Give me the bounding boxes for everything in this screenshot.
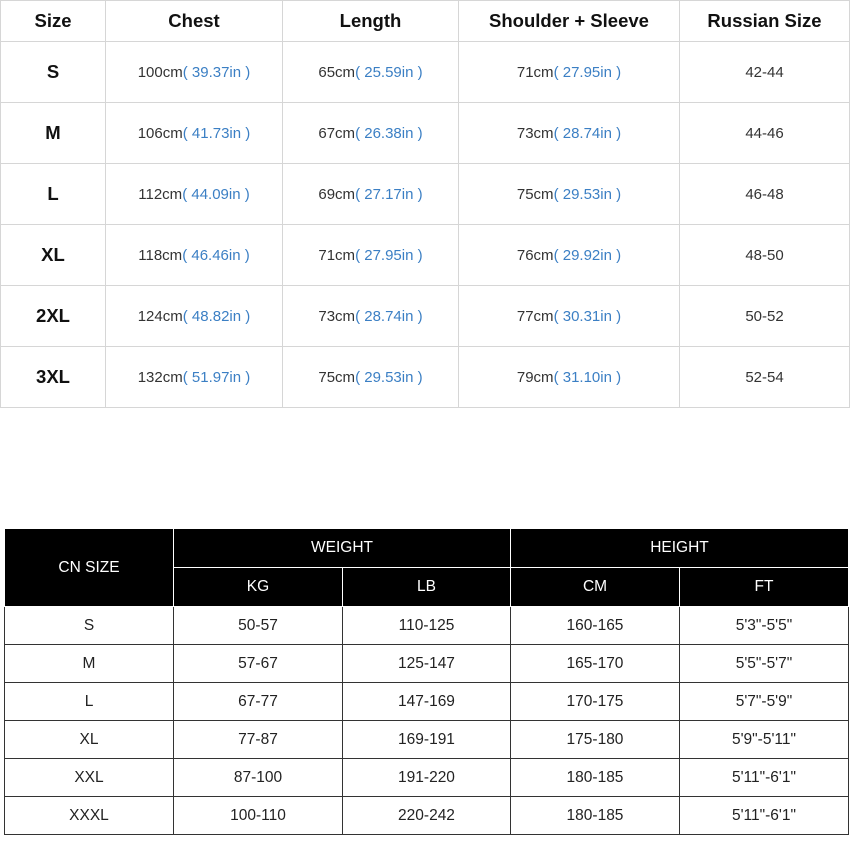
russian-size-value: 42-44 — [680, 42, 850, 103]
length-inch-value: ( 25.59in ) — [355, 63, 423, 81]
weight-lb-value: 169-191 — [343, 721, 511, 759]
weight-lb-value: 110-125 — [343, 607, 511, 645]
chest-cell — [106, 164, 283, 225]
header-russian-size: Russian Size — [680, 1, 850, 42]
header-lb: LB — [343, 568, 511, 607]
header-ft: FT — [680, 568, 849, 607]
chest-cm-value: 106cm — [137, 124, 183, 142]
weight-lb-value: 125-147 — [343, 645, 511, 683]
cn-size-value: XXL — [5, 759, 174, 797]
cn-table-group-header-row — [5, 529, 849, 568]
length-cell — [283, 286, 459, 347]
cn-size-value: L — [5, 683, 174, 721]
header-height: HEIGHT — [511, 529, 849, 568]
weight-lb-value: 220-242 — [343, 797, 511, 835]
chest-cell — [106, 225, 283, 286]
size-label: M — [1, 103, 106, 164]
russian-size-value: 52-54 — [680, 347, 850, 408]
chest-inch-value: ( 41.73in ) — [182, 124, 251, 142]
chest-cell — [106, 347, 283, 408]
sleeve-inch-value: ( 27.95in ) — [553, 63, 622, 81]
length-cell — [283, 347, 459, 408]
size-row — [1, 164, 850, 225]
sleeve-cell — [459, 286, 680, 347]
size-row — [1, 103, 850, 164]
length-cm-value: 69cm — [318, 185, 356, 203]
cn-size-value: XL — [5, 721, 174, 759]
weight-kg-value: 50-57 — [174, 607, 343, 645]
length-inch-value: ( 26.38in ) — [355, 124, 423, 142]
size-label: 2XL — [1, 286, 106, 347]
sleeve-inch-value: ( 31.10in ) — [553, 368, 622, 386]
size-label: XL — [1, 225, 106, 286]
chest-cm-value: 100cm — [137, 63, 183, 81]
sleeve-cm-value: 79cm — [516, 368, 554, 386]
cn-size-row — [5, 683, 849, 721]
sleeve-cell — [459, 225, 680, 286]
weight-kg-value: 100-110 — [174, 797, 343, 835]
header-length: Length — [283, 1, 459, 42]
height-ft-value: 5'11"-6'1" — [680, 797, 849, 835]
length-cell — [283, 42, 459, 103]
chest-inch-value: ( 48.82in ) — [182, 307, 251, 325]
cn-size-row — [5, 607, 849, 645]
chest-cm-value: 132cm — [137, 368, 183, 386]
sleeve-cell — [459, 42, 680, 103]
length-inch-value: ( 27.17in ) — [355, 185, 423, 203]
height-cm-value: 180-185 — [511, 759, 680, 797]
chest-cm-value: 118cm — [138, 246, 183, 264]
height-ft-value: 5'11"-6'1" — [680, 759, 849, 797]
cn-size-value: M — [5, 645, 174, 683]
height-ft-value: 5'5"-5'7" — [680, 645, 849, 683]
weight-lb-value: 147-169 — [343, 683, 511, 721]
header-kg: KG — [174, 568, 343, 607]
chest-cell — [106, 42, 283, 103]
header-cm: CM — [511, 568, 680, 607]
chest-cell — [106, 103, 283, 164]
cn-size-row — [5, 759, 849, 797]
chest-cm-value: 124cm — [137, 307, 183, 325]
russian-size-value: 44-46 — [680, 103, 850, 164]
sleeve-cell — [459, 347, 680, 408]
header-size: Size — [1, 1, 106, 42]
russian-size-value: 48-50 — [680, 225, 850, 286]
height-cm-value: 160-165 — [511, 607, 680, 645]
height-ft-value: 5'7"-5'9" — [680, 683, 849, 721]
height-ft-value: 5'9"-5'11" — [680, 721, 849, 759]
sleeve-cm-value: 73cm — [516, 124, 554, 142]
length-cell — [283, 164, 459, 225]
size-label: 3XL — [1, 347, 106, 408]
height-cm-value: 175-180 — [511, 721, 680, 759]
size-table-header-row — [1, 1, 850, 42]
length-cm-value: 71cm — [318, 246, 356, 264]
length-cm-value: 75cm — [318, 368, 356, 386]
size-label: S — [1, 42, 106, 103]
height-ft-value: 5'3"-5'5" — [680, 607, 849, 645]
sleeve-cm-value: 76cm — [516, 246, 554, 264]
length-cell — [283, 225, 459, 286]
russian-size-value: 46-48 — [680, 164, 850, 225]
weight-lb-value: 191-220 — [343, 759, 511, 797]
length-inch-value: ( 29.53in ) — [355, 368, 423, 386]
length-inch-value: ( 27.95in ) — [355, 246, 423, 264]
length-cm-value: 67cm — [318, 124, 356, 142]
height-cm-value: 170-175 — [511, 683, 680, 721]
chest-inch-value: ( 46.46in ) — [182, 246, 250, 264]
cn-size-row — [5, 645, 849, 683]
size-row — [1, 347, 850, 408]
size-row — [1, 286, 850, 347]
weight-kg-value: 57-67 — [174, 645, 343, 683]
sleeve-cm-value: 71cm — [516, 63, 554, 81]
length-inch-value: ( 28.74in ) — [355, 307, 423, 325]
header-weight: WEIGHT — [174, 529, 511, 568]
sleeve-inch-value: ( 28.74in ) — [553, 124, 622, 142]
header-chest: Chest — [106, 1, 283, 42]
length-cell — [283, 103, 459, 164]
cn-size-weight-height-table — [4, 528, 849, 835]
sleeve-inch-value: ( 30.31in ) — [553, 307, 622, 325]
russian-size-value: 50-52 — [680, 286, 850, 347]
chest-cell — [106, 286, 283, 347]
height-cm-value: 165-170 — [511, 645, 680, 683]
sleeve-cm-value: 75cm — [516, 185, 554, 203]
size-measurement-table — [0, 0, 850, 408]
chest-inch-value: ( 51.97in ) — [182, 368, 251, 386]
sleeve-cm-value: 77cm — [516, 307, 554, 325]
length-cm-value: 73cm — [318, 307, 356, 325]
cn-size-row — [5, 721, 849, 759]
sleeve-cell — [459, 103, 680, 164]
chest-inch-value: ( 44.09in ) — [182, 185, 250, 203]
size-label: L — [1, 164, 106, 225]
chest-cm-value: 112cm — [138, 185, 183, 203]
header-cn-size: CN SIZE — [5, 529, 174, 607]
header-shoulder-sleeve: Shoulder + Sleeve — [459, 1, 680, 42]
length-cm-value: 65cm — [318, 63, 356, 81]
sleeve-cell — [459, 164, 680, 225]
weight-kg-value: 87-100 — [174, 759, 343, 797]
cn-size-value: S — [5, 607, 174, 645]
sleeve-inch-value: ( 29.53in ) — [553, 185, 622, 203]
size-row — [1, 42, 850, 103]
chest-inch-value: ( 39.37in ) — [182, 63, 251, 81]
cn-size-row — [5, 797, 849, 835]
height-cm-value: 180-185 — [511, 797, 680, 835]
size-row — [1, 225, 850, 286]
sleeve-inch-value: ( 29.92in ) — [553, 246, 622, 264]
weight-kg-value: 67-77 — [174, 683, 343, 721]
weight-kg-value: 77-87 — [174, 721, 343, 759]
cn-size-value: XXXL — [5, 797, 174, 835]
